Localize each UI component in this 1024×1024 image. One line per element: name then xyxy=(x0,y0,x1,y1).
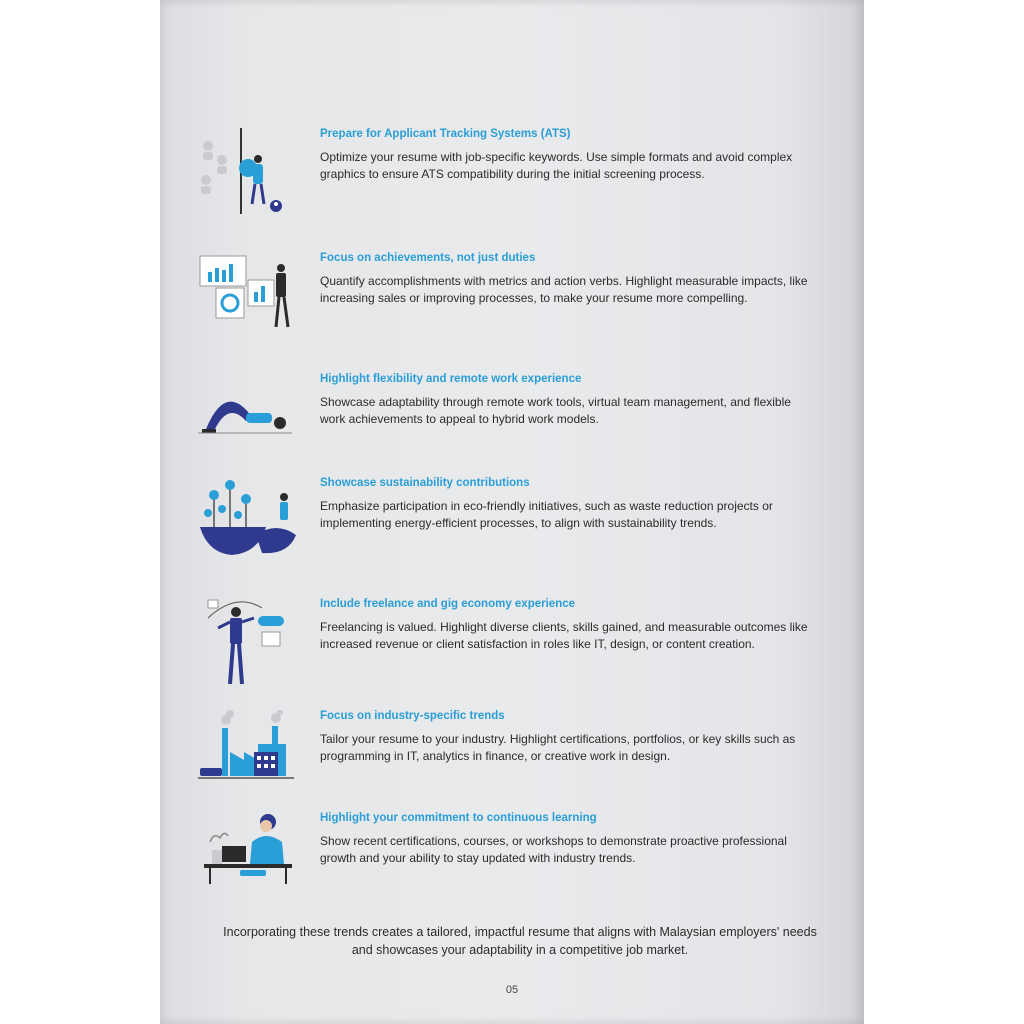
achievement-charts-icon xyxy=(196,252,296,342)
section-body: Optimize your resume with job-specific keywords. Use simple formats and avoid complex graphics to ensure ATS compatibility during the initial screening process. xyxy=(320,150,793,181)
yoga-flexibility-icon xyxy=(196,373,296,463)
section-body: Freelancing is valued. Highlight diverse clients, skills gained, and measurable outcomes like increased revenue or client satisfaction in roles like IT, design, or content creation. xyxy=(320,620,808,651)
section-heading: Highlight your commitment to continuous learning xyxy=(320,812,597,824)
section-heading: Include freelance and gig economy experience xyxy=(320,598,576,610)
section-heading: Prepare for Applicant Tracking Systems (ATS) xyxy=(320,128,571,140)
ats-scan-icon xyxy=(196,128,296,218)
section-body: Quantify accomplishments with metrics and action verbs. Highlight measurable impacts, like increasing sales or improving processes, to make your resume more compelling. xyxy=(320,274,808,305)
learning-desk-icon xyxy=(196,812,296,902)
closing-paragraph: Incorporating these trends creates a tailored, impactful resume that aligns with Malaysian employers' needs and showcases your adaptability in a competitive job market. xyxy=(223,924,817,957)
section-body: Tailor your resume to your industry. Highlight certifications, portfolios, or key skills such as programming in IT, analytics in finance, or creative work in design. xyxy=(320,732,796,763)
section-heading: Focus on achievements, not just duties xyxy=(320,252,536,264)
freelancer-icon xyxy=(196,598,296,688)
sustainability-plants-icon xyxy=(196,477,296,567)
section-heading: Showcase sustainability contributions xyxy=(320,477,530,489)
section-body: Emphasize participation in eco-friendly initiatives, such as waste reduction projects or implementing energy-efficient processes, to align with sustainability trends. xyxy=(320,499,773,530)
document-page xyxy=(160,0,864,1024)
section-heading: Focus on industry-specific trends xyxy=(320,710,505,722)
page-number: 05 xyxy=(505,984,519,996)
section-heading: Highlight flexibility and remote work experience xyxy=(320,373,582,385)
industry-factory-icon xyxy=(196,710,296,800)
section-body: Show recent certifications, courses, or workshops to demonstrate proactive professional growth and your ability to stay updated with industry trends. xyxy=(320,834,787,865)
section-body: Showcase adaptability through remote work tools, virtual team management, and flexible work achievements to appeal to hybrid work models. xyxy=(320,395,791,426)
